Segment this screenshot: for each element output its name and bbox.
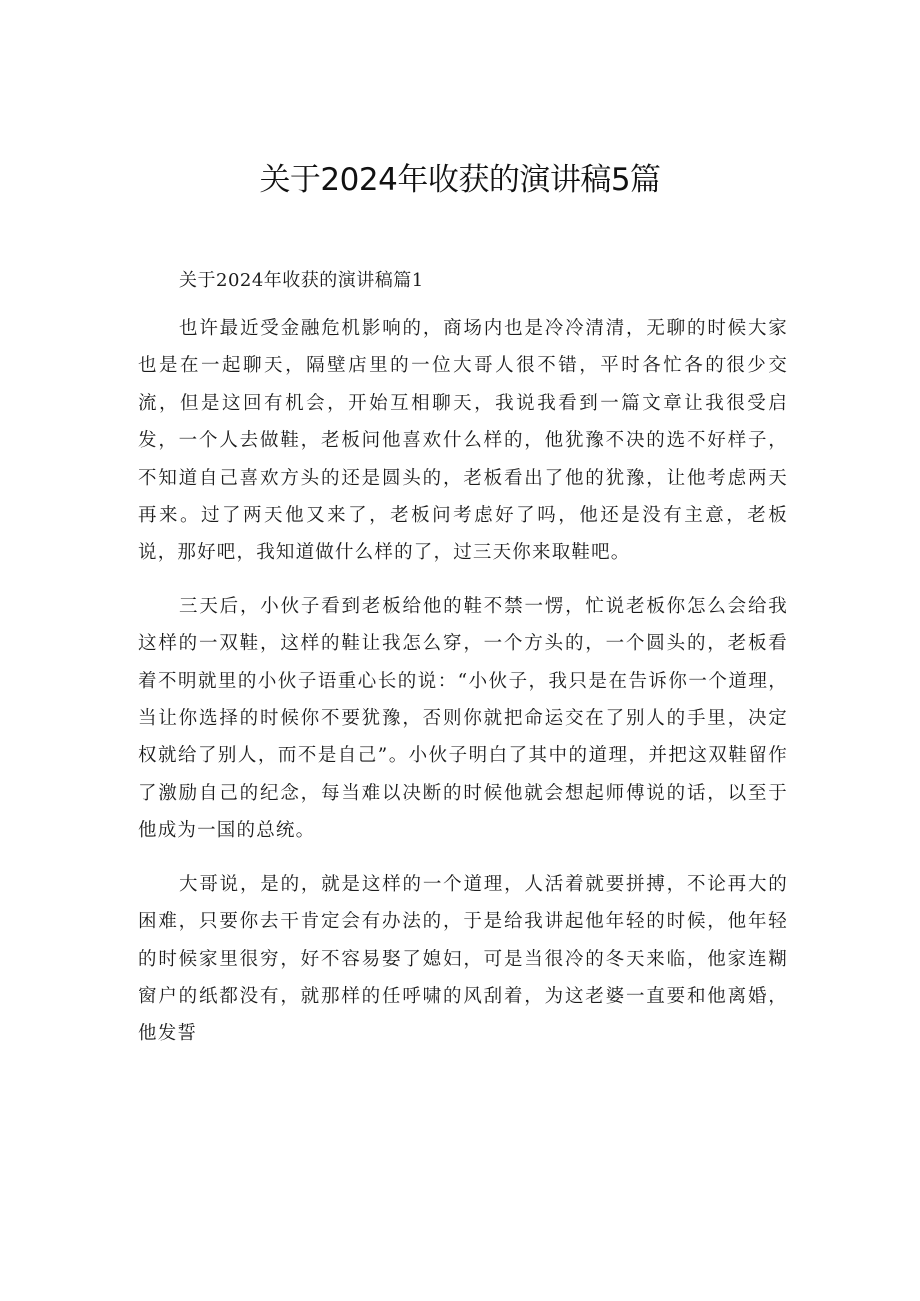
section-heading: 关于2024年收获的演讲稿篇1 xyxy=(179,270,424,291)
paragraph-2: 三天后，小伙子看到老板给他的鞋不禁一愣，忙说老板你怎么会给我这样的一双鞋，这样的鞋让我怎么穿，一个方头的，一个圆头的，老板看着不明就里的小伙子语重心长的说：“小伙子，我只是在告诉你一个道理，当让你选择的时候你不要犹豫，否则你就把命运交在了别人的手里，决定权就给了别人，而不是自己”。小伙子明白了其中的道理，并把这双鞋留作了激励自己的纪念，每当难以决断的时候他就会想起师傅说的话，以至于他成为一国的总统。 xyxy=(138,595,788,842)
document-title: 关于2024年收获的演讲稿5篇 xyxy=(259,162,661,198)
paragraph-1: 也许最近受金融危机影响的，商场内也是冷冷清清，无聊的时候大家也是在一起聊天，隔壁店里的一位大哥人很不错，平时各忙各的很少交流，但是这回有机会，开始互相聊天，我说我看到一篇文章让我很受启发，一个人去做鞋，老板问他喜欢什么样的，他犹豫不决的选不好样子，不知道自己喜欢方头的还是圆头的，老板看出了他的犹豫，让他考虑两天再来。过了两天他又来了，老板问考虑好了吗，他还是没有主意，老板说，那好吧，我知道做什么样的了，过三天你来取鞋吧。 xyxy=(138,318,788,564)
paragraph-3: 大哥说，是的，就是这样的一个道理，人活着就要拼搏，不论再大的困难，只要你去干肯定会有办法的，于是给我讲起他年轻的时候，他年轻的时候家里很穷，好不容易娶了媳妇，可是当很冷的冬天来临，他家连糊窗户的纸都没有，就那样的任呼啸的风刮着，为这老婆一直要和他离婚，他发誓 xyxy=(138,873,788,1045)
document-body xyxy=(138,310,788,1069)
